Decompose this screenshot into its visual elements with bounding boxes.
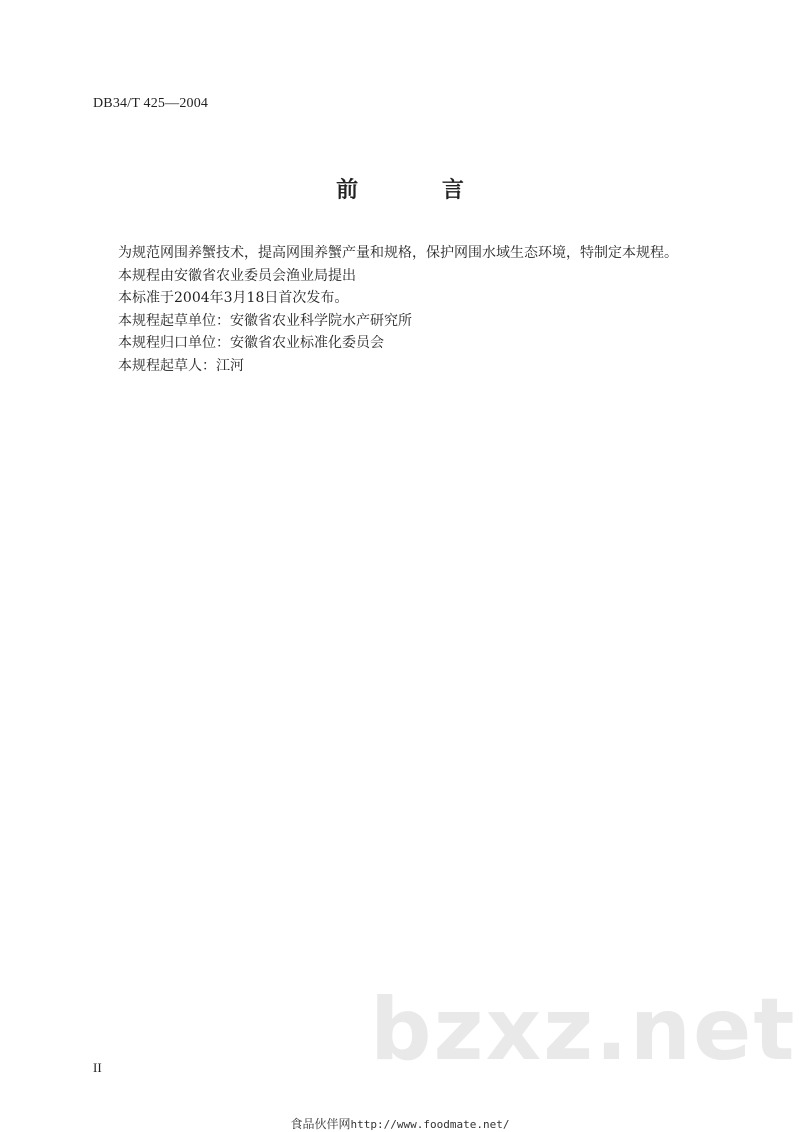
foreword-line: 本规程起草单位：安徽省农业科学院水产研究所 <box>118 312 412 329</box>
foreword-line: 为规范网围养蟹技术，提高网围养蟹产量和规格，保护网围水域生态环境，特制定本规程。 <box>118 245 678 261</box>
foreword-line: 本标准于2004年3月18日首次发布。 <box>118 290 349 307</box>
foreword-body <box>118 242 718 378</box>
foreword-line: 本规程起草人：江河 <box>118 357 244 374</box>
watermark: bzxz.net <box>370 980 797 1080</box>
footer <box>0 1115 800 1132</box>
document-code: DB34/T 425—2004 <box>93 96 209 111</box>
foreword-line: 本规程归口单位：安徽省农业标准化委员会 <box>118 335 384 352</box>
page-number: II <box>93 1060 102 1075</box>
footer-site-name: 食品伙伴网 <box>290 1117 351 1131</box>
foreword-line: 本规程由安徽省农业委员会渔业局提出 <box>118 267 356 284</box>
footer-url-link[interactable]: http://www.foodmate.net/ <box>350 1118 510 1131</box>
page-title: 前 言 <box>336 177 502 203</box>
